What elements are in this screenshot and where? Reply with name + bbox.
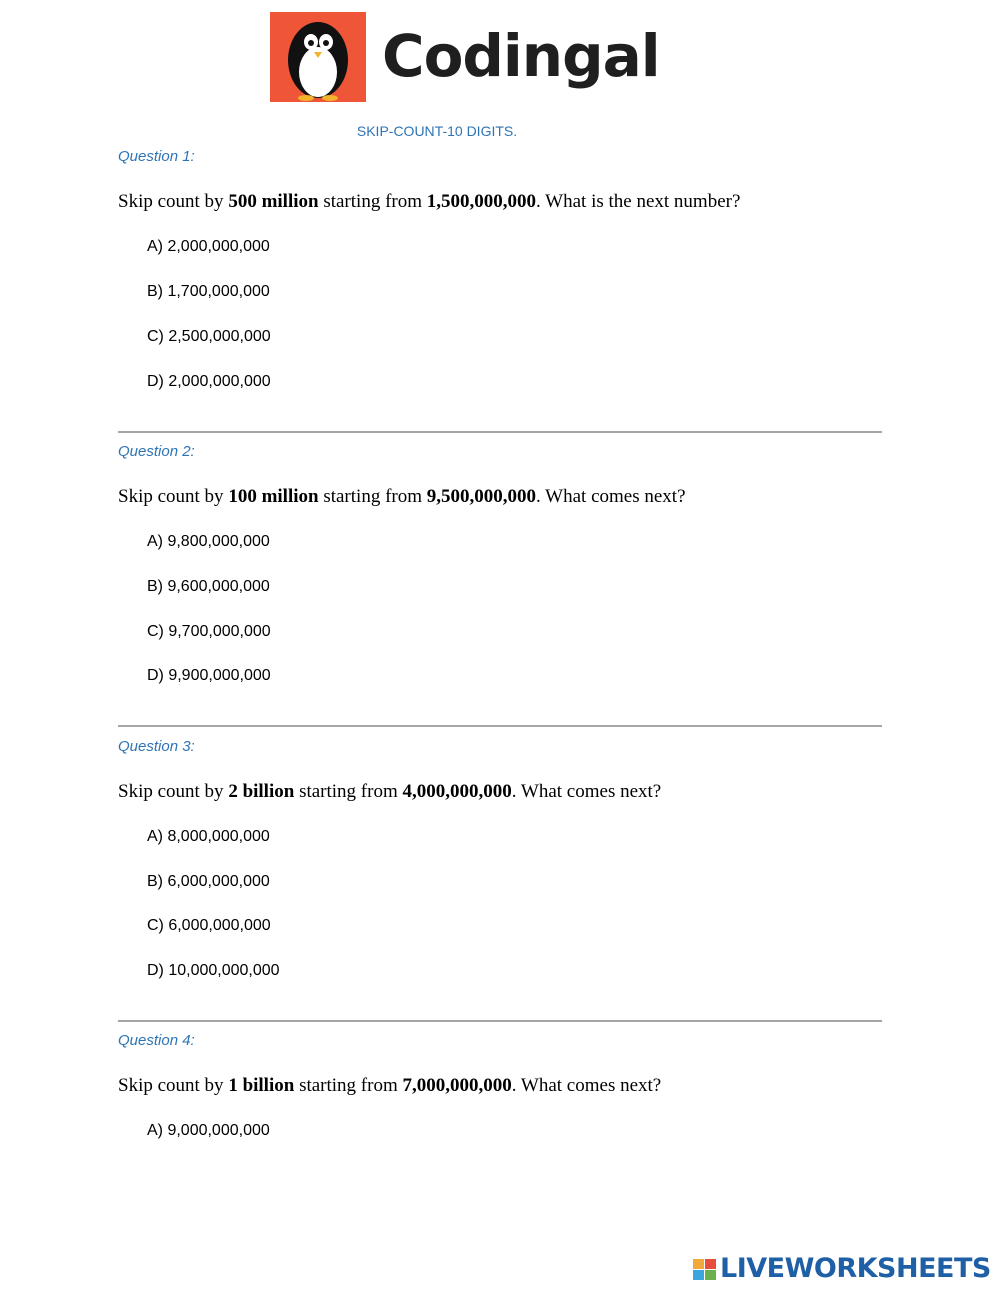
question-3-option-a[interactable]: A) 8,000,000,000 — [147, 828, 270, 845]
question-2-text: Skip count by 100 million starting from 9,500,000,000. What comes next? — [118, 486, 686, 507]
divider — [118, 431, 882, 433]
start-value: 7,000,000,000 — [402, 1075, 512, 1096]
liveworksheets-wordmark: LIVEWORKSHEETS — [720, 1253, 991, 1284]
worksheet-title: SKIP-COUNT-10 DIGITS. — [356, 123, 518, 139]
question-2-heading: Question 2: — [118, 443, 195, 460]
question-3-option-d[interactable]: D) 10,000,000,000 — [147, 962, 280, 979]
question-1-option-a[interactable]: A) 2,000,000,000 — [147, 238, 270, 255]
question-3-option-b[interactable]: B) 6,000,000,000 — [147, 873, 270, 890]
question-3-text: Skip count by 2 billion starting from 4,000,000,000. What comes next? — [118, 781, 662, 802]
question-2-option-a[interactable]: A) 9,800,000,000 — [147, 533, 270, 550]
start-value: 9,500,000,000 — [426, 486, 537, 507]
question-3-option-c[interactable]: C) 6,000,000,000 — [147, 917, 271, 934]
question-1-text: Skip count by 500 million starting from 1,500,000,000. What is the next number? — [118, 191, 741, 212]
divider — [118, 725, 882, 727]
step-value: 100 million — [228, 486, 319, 507]
question-1-option-b[interactable]: B) 1,700,000,000 — [147, 283, 270, 300]
question-3-heading: Question 3: — [118, 738, 195, 755]
question-1-option-d[interactable]: D) 2,000,000,000 — [147, 373, 271, 390]
question-2-option-c[interactable]: C) 9,700,000,000 — [147, 623, 271, 640]
question-2-option-b[interactable]: B) 9,600,000,000 — [147, 578, 270, 595]
question-4-text: Skip count by 1 billion starting from 7,000,000,000. What comes next? — [118, 1075, 662, 1096]
question-2-option-d[interactable]: D) 9,900,000,000 — [147, 667, 271, 684]
question-4-heading: Question 4: — [118, 1032, 195, 1049]
question-1-heading: Question 1: — [118, 148, 195, 165]
step-value: 500 million — [228, 191, 319, 212]
start-value: 4,000,000,000 — [402, 781, 512, 802]
start-value: 1,500,000,000 — [426, 191, 537, 212]
step-value: 2 billion — [228, 781, 295, 802]
penguin-logo-icon — [270, 12, 366, 102]
question-1-option-c[interactable]: C) 2,500,000,000 — [147, 328, 271, 345]
codingal-logo — [270, 12, 660, 102]
step-value: 1 billion — [228, 1075, 295, 1096]
question-4-option-a[interactable]: A) 9,000,000,000 — [147, 1122, 270, 1139]
logo-wordmark: Codingal — [382, 22, 660, 90]
liveworksheets-cubes-icon — [693, 1259, 717, 1281]
divider — [118, 1020, 882, 1022]
